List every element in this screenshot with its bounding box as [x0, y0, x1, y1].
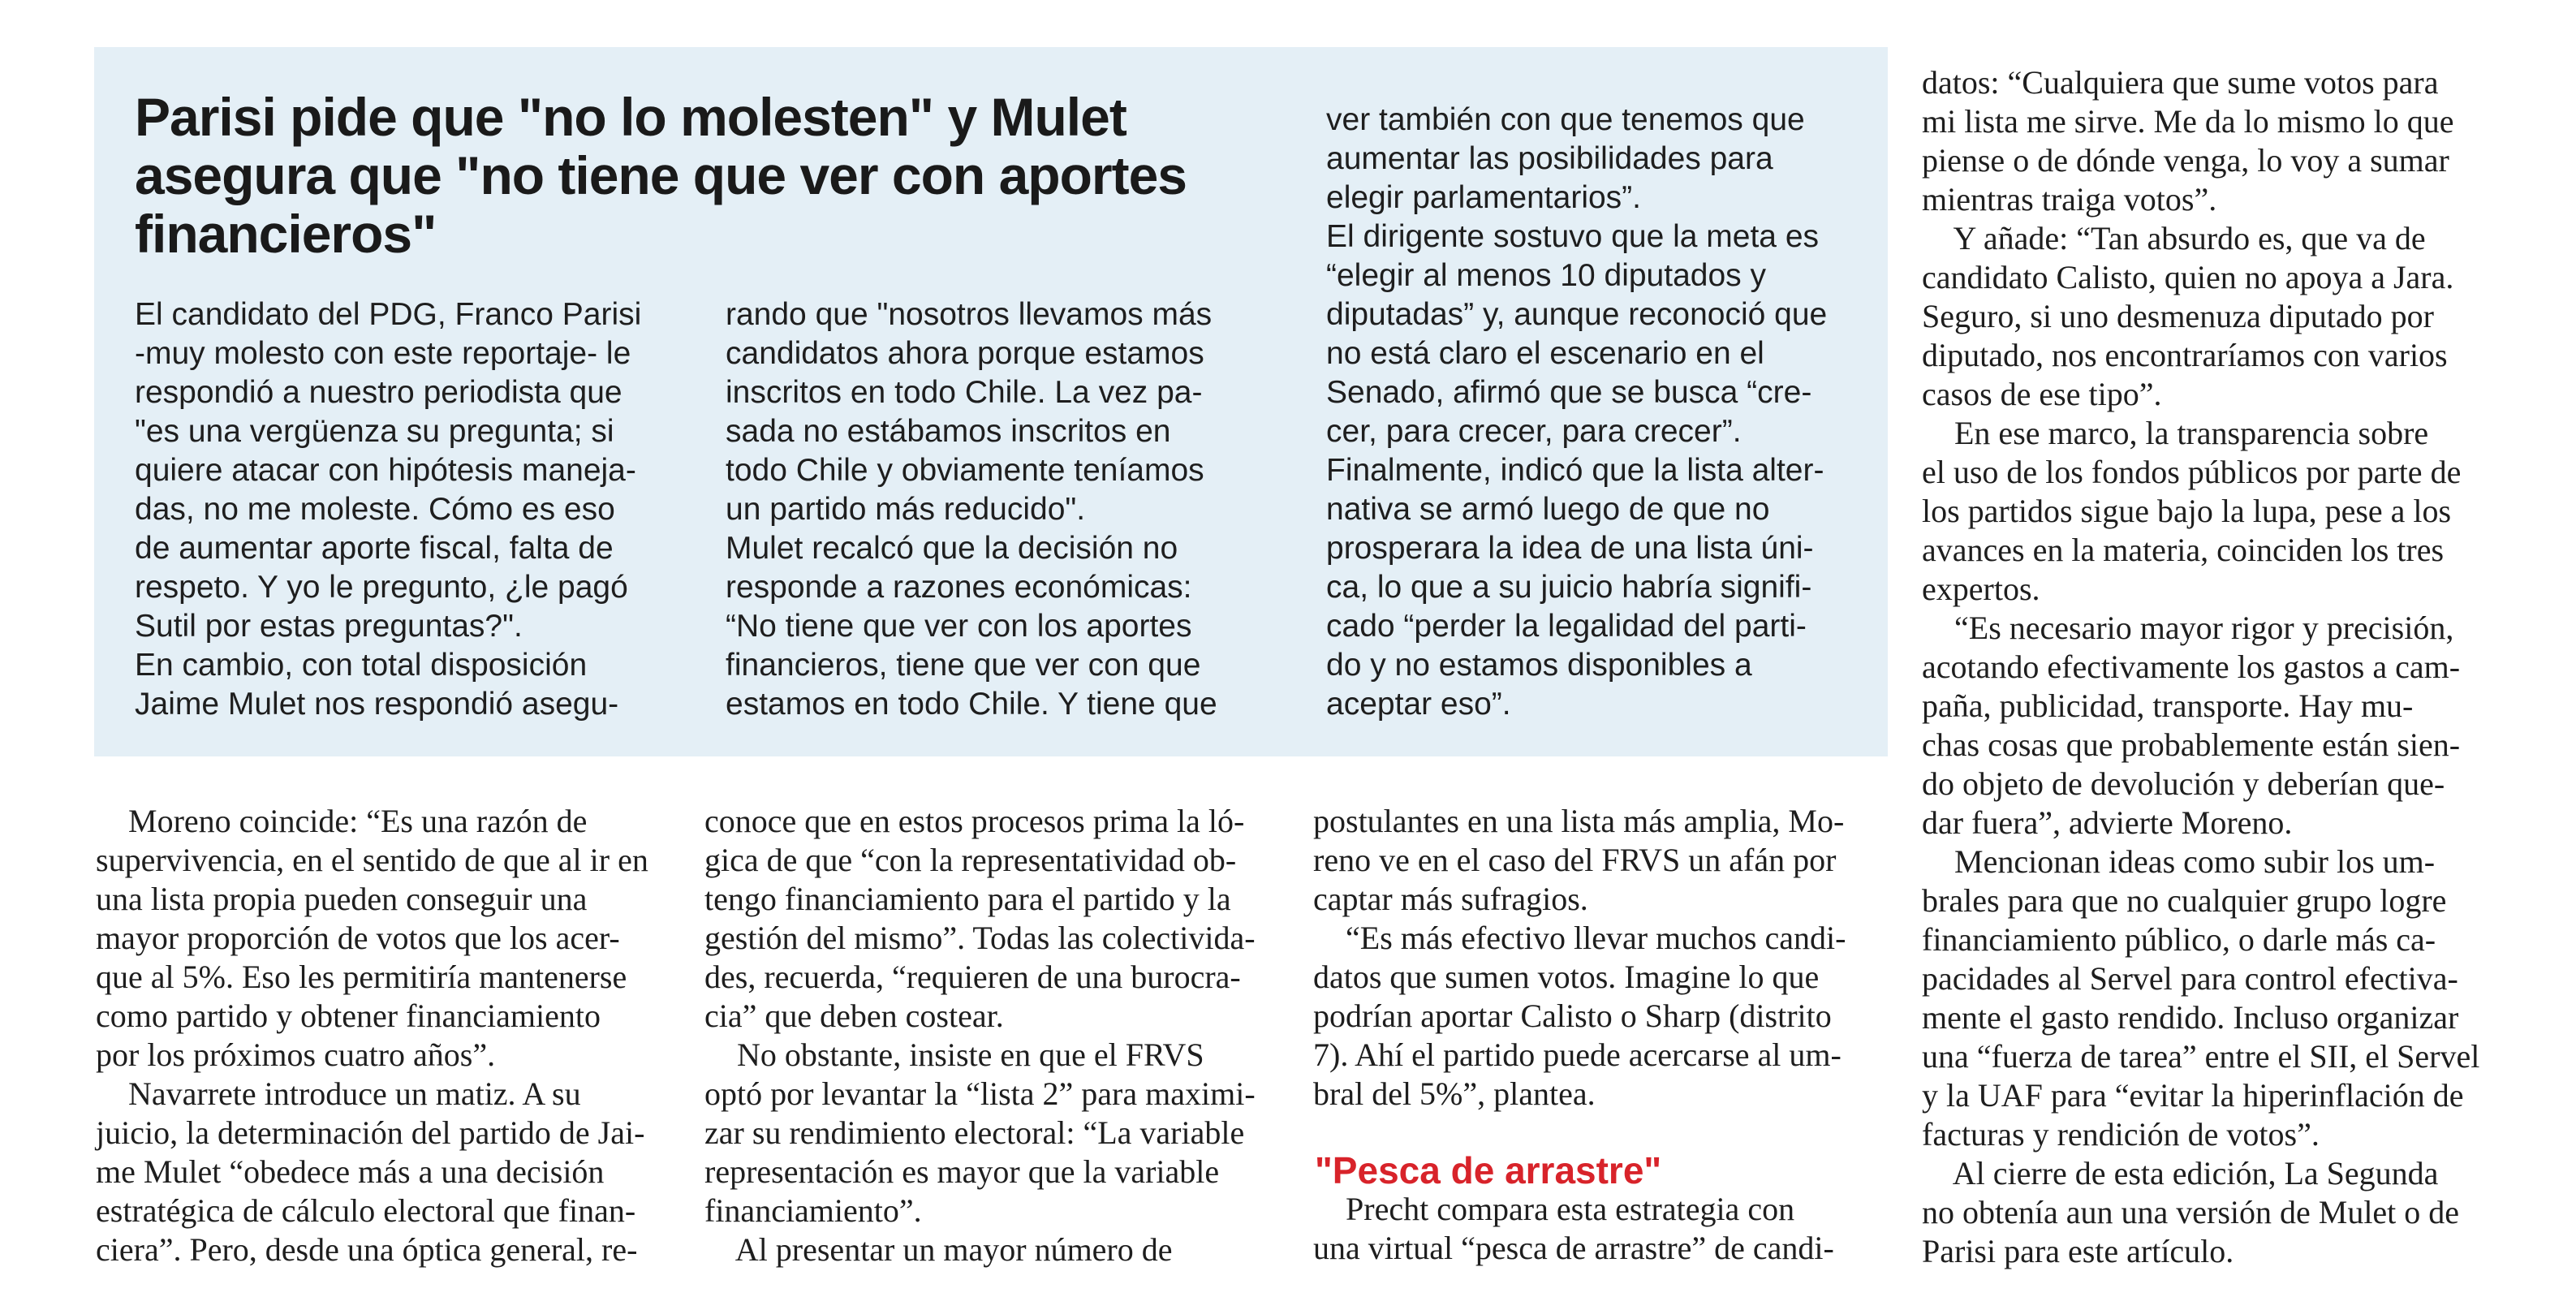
sidebar-column-2: rando que "nosotros llevamos más candidatos ahora porque estamos inscritos en todo Chile. La vez pa- sada no estábamos inscritos en todo Chile y obviamente teníamos un partido más reducido". Mulet recalcó que la decisión no responde a razones económicas: “No tiene que ver con los aportes financieros, tiene que ver con que estamos en todo Chile. Y tiene que	[726, 297, 1217, 722]
article-column-2: conoce que en estos procesos prima la ló- gica de que “con la representatividad ob- tengo financiamiento para el partido y la gestión del mismo”. Todas las colectivida- des, recuerda, “requieren de una burocra- cia” que deben costear. No obstante, insiste en que el FRVS optó por levantar la “lista 2” para maximi- zar su rendimiento electoral: “La variable representación es mayor que la variable financiamiento”. Al presentar un mayor número de	[704, 803, 1256, 1268]
sidebar-column-1: El candidato del PDG, Franco Parisi -muy molesto con este reportaje- le respondió a nuestro periodista que "es una vergüenza su pregunta; si quiere atacar con hipótesis maneja- das, no me moleste. Cómo es eso de aumentar aporte fiscal, falta de respeto. Y yo le pregunto, ¿le pagó Sutil por estas preguntas?". En cambio, con total disposición Jaime Mulet nos respondió asegu-	[135, 297, 642, 722]
sidebar-headline: Parisi pide que "no lo molesten" y Mulet asegura que "no tiene que ver con aportes financieros"	[135, 87, 1187, 264]
section-subheading: "Pesca de arrastre"	[1315, 1149, 1662, 1191]
article-column-4: datos: “Cualquiera que sume votos para mi lista me sirve. Me da lo mismo lo que piense o de dónde venga, lo voy a sumar mientras traiga votos”. Y añade: “Tan absurdo es, que va de candidato Calisto, quien no apoya a Jara. Seguro, si uno desmenuza diputado por diputado, nos encontraríamos con varios casos de ese tipo”. En ese marco, la transparencia sobre el uso de los fondos públicos por parte de los partidos sigue bajo la lupa, pese a los avances en la materia, coinciden los tres expertos. “Es necesario mayor rigor y precisión, acotando efectivamente los gastos a cam- paña, publicidad, transporte. Hay mu- chas cosas que probablemente están sien- do objeto de devolución y deberían que- dar fuera”, advierte Moreno. Mencionan ideas como subir los um- brales para que no cualquier grupo logre financiamiento público, o darle más ca- pacidades al Servel para control efectiva- mente el gasto rendido. Incluso organizar una “fuerza de tarea” entre el SII, el Servel y la UAF para “evitar la hiperinflación de facturas y rendición de votos”. Al cierre de esta edición, La Segunda no obtenía aun una versión de Mulet o de Parisi para este artículo.	[1922, 64, 2480, 1269]
article-column-1: Moreno coincide: “Es una razón de supervivencia, en el sentido de que al ir en una lista propia pueden conseguir una mayor proporción de votos que los acer- que al 5%. Eso les permitiría mantenerse como partido y obtener financiamiento por los próximos cuatro años”. Navarrete introduce un matiz. A su juicio, la determinación del partido de Jai- me Mulet “obedece más a una decisión estratégica de cálculo electoral que finan- ciera”. Pero, desde una óptica general, re-	[96, 803, 648, 1268]
article-column-3-continued: Precht compara esta estrategia con una virtual “pesca de arrastre” de candi-	[1313, 1191, 1834, 1266]
sidebar-column-3: ver también con que tenemos que aumentar las posibilidades para elegir parlamentarios”. El dirigente sostuvo que la meta es “elegir al menos 10 diputados y diputadas” y, aunque reconoció que no está claro el escenario en el Senado, afirmó que se busca “cre- cer, para crecer, para crecer”. Finalmente, indicó que la lista alter- nativa se armó luego de que no prosperara la idea de una lista úni- ca, lo que a su juicio habría signifi- cado “perder la legalidad del parti- do y no estamos disponibles a aceptar eso”.	[1326, 102, 1828, 722]
article-column-3: postulantes en una lista más amplia, Mo- reno ve en el caso del FRVS un afán por captar más sufragios. “Es más efectivo llevar muchos candi- datos que sumen votos. Imagine lo que podrían aportar Calisto o Sharp (distrito 7). Ahí el partido puede acercarse al um- bral del 5%”, plantea.	[1313, 803, 1846, 1112]
